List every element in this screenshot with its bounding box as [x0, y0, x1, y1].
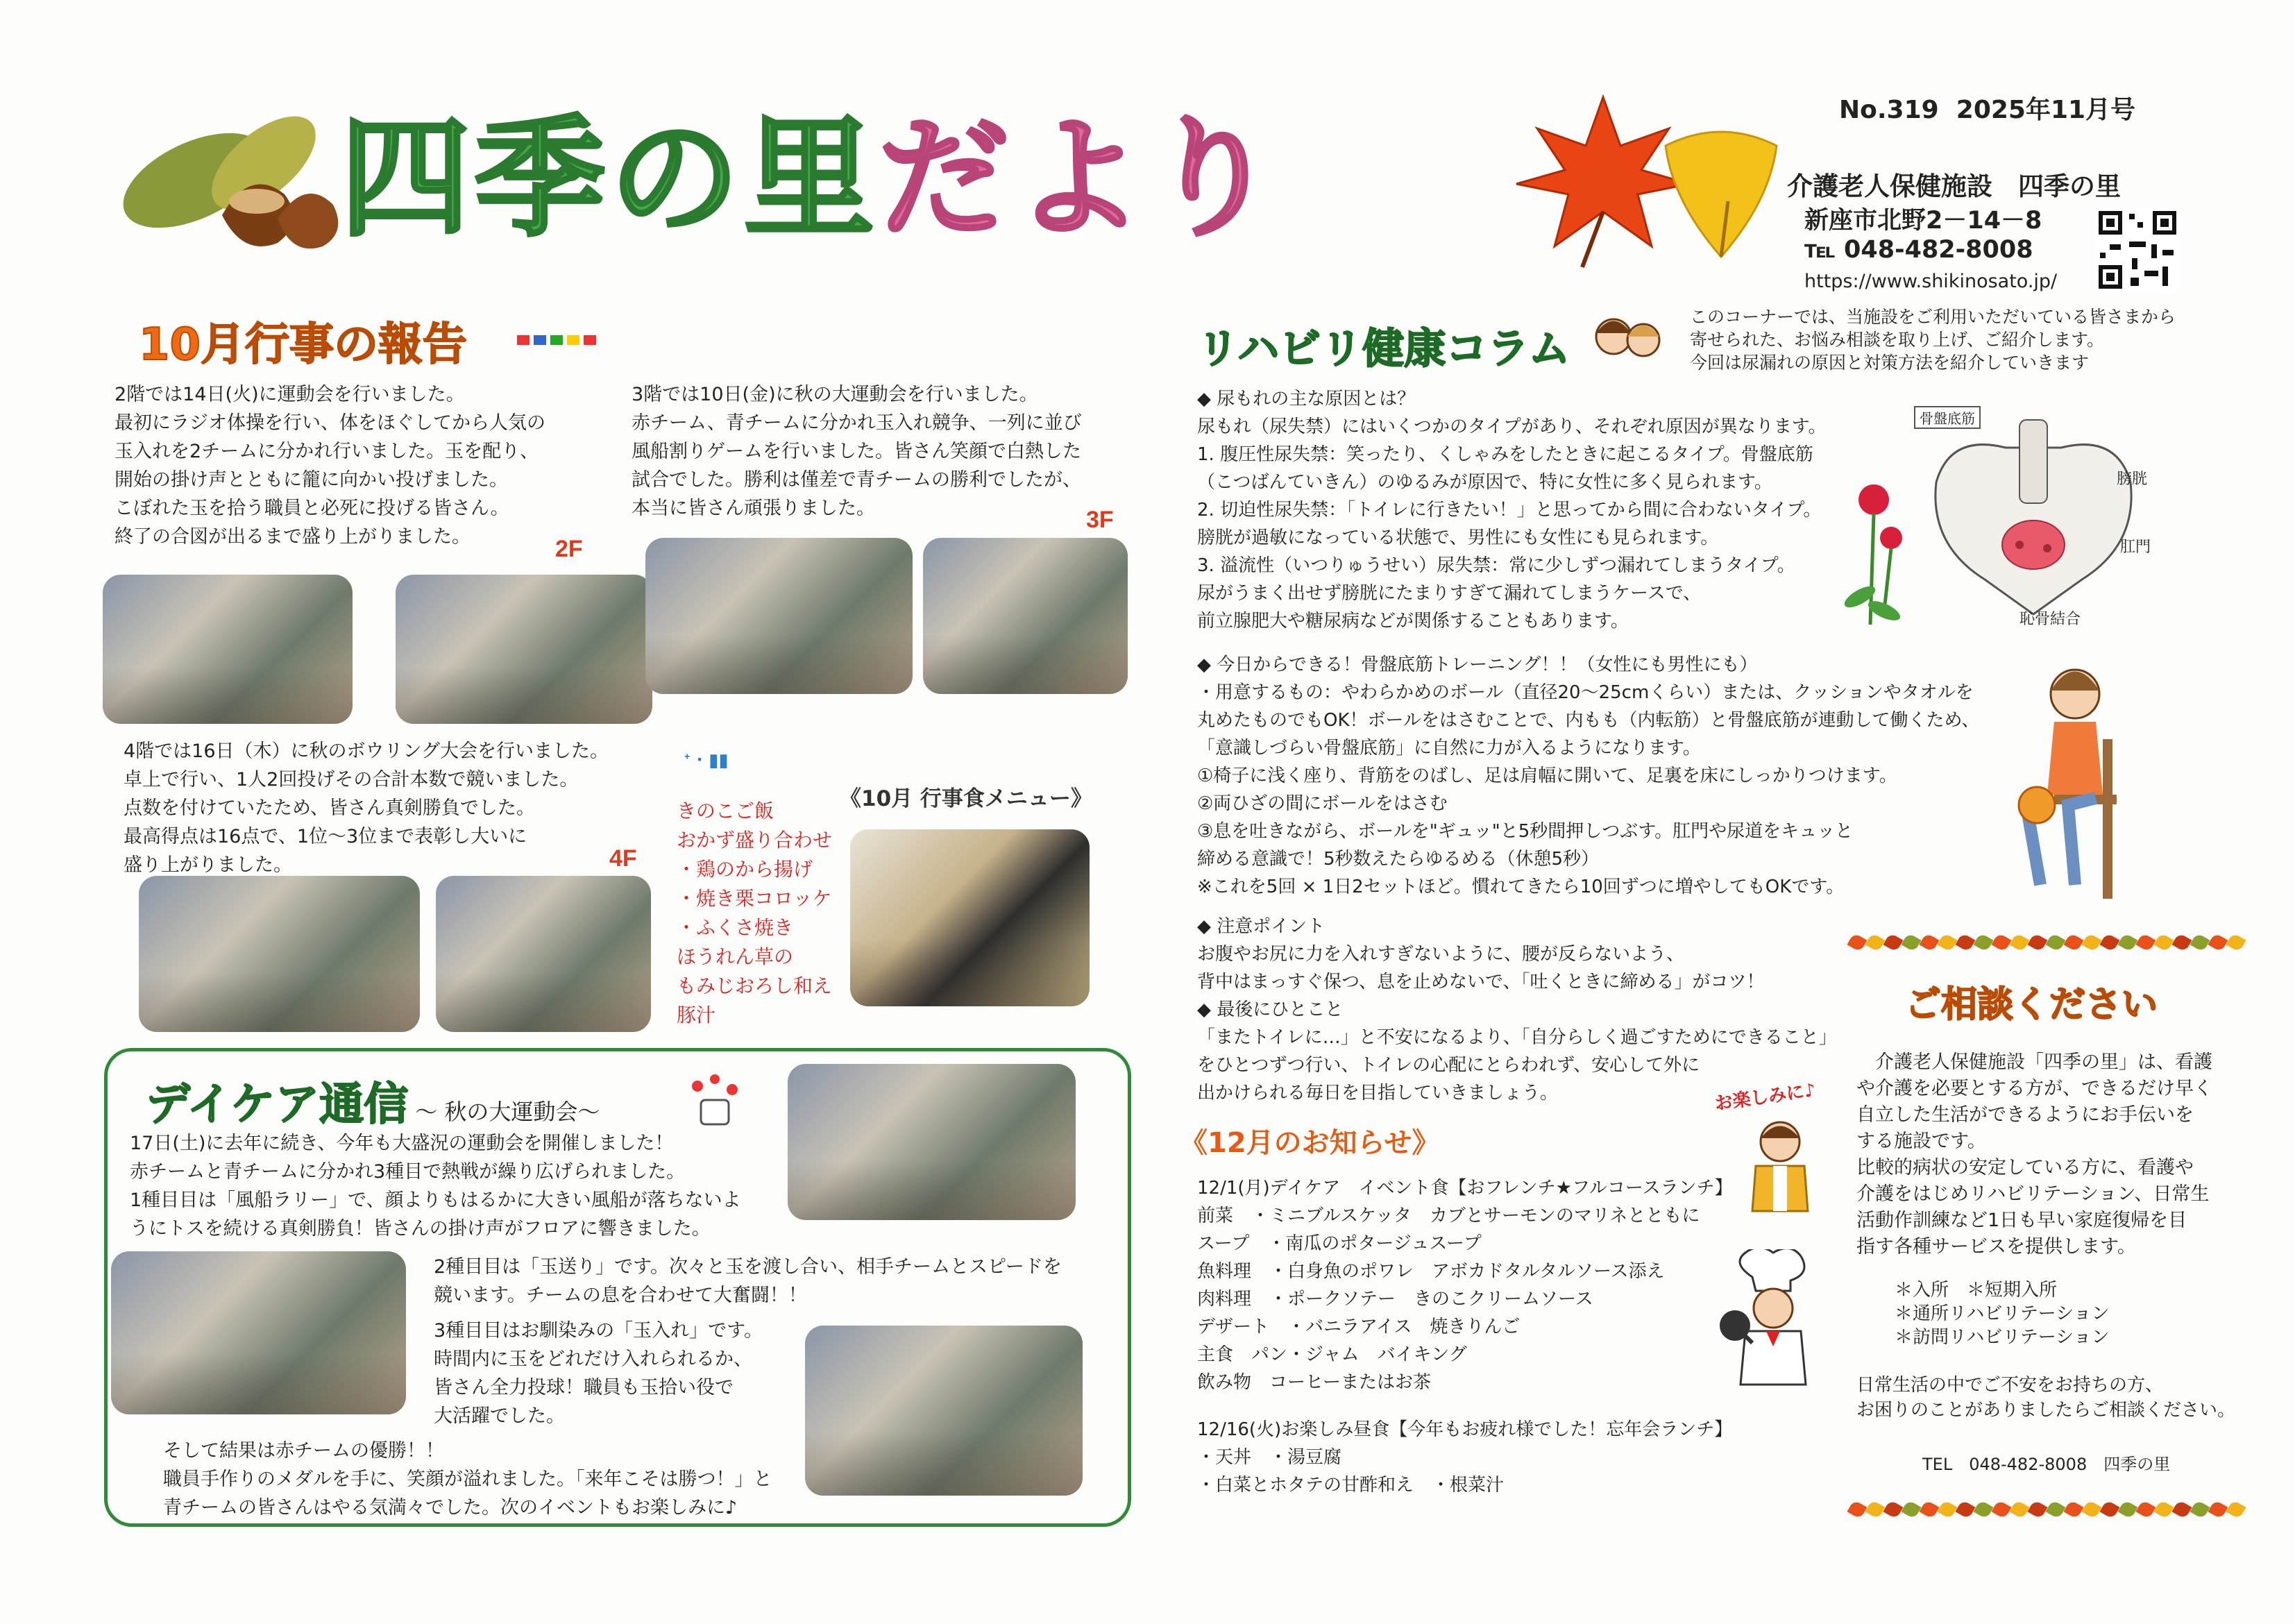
rehab-training-line: ◆ 今日からできる！骨盤底筋トレーニング！！（女性にも男性にも） [1197, 654, 1758, 675]
daycare-title [146, 1069, 600, 1133]
floor2-report-text [115, 380, 545, 551]
pelvis-illustration [1908, 406, 2158, 635]
rehab-training-line: ・用意するもの：やわらかめのボール（直径20～25cmくらい）または、クッションやタオルを [1197, 682, 1974, 703]
consult-body-line: や介護を必要とする方が、できるだけ早く [1856, 1078, 2212, 1099]
exercise-woman-icon [1999, 656, 2172, 906]
rehab-training-line: ※これを5回 × 1日2セットほど。慣れてきたら10回ずつに増やしてもOKです。 [1197, 877, 1845, 897]
rehab-training-line: ③息を吐きながら、ボールを"ギュッ"と5秒間押しつぶす。肛門や尿道をキュッと [1197, 821, 1854, 842]
floor4-line: 卓上で行い、1人2回投げその合計本数で競いました。 [124, 769, 579, 790]
daycare-para2-line: 2種目目は「玉送り」です。次々と玉を渡し合い、相手チームとスピードを [434, 1256, 1062, 1278]
floor4-line: 最高得点は16点で、1位～3位まで表彰し大いに [124, 826, 527, 847]
consult-closing-line: 日常生活の中でご不安をお持ちの方、 [1856, 1375, 2164, 1396]
consult-service: ＊通所リハビリテーション [1895, 1303, 2110, 1324]
pelvic-diagram [1908, 406, 2158, 635]
event1-line: 12/1(月)デイケア イベント食【おフレンチ★フルコースランチ】 [1197, 1178, 1733, 1199]
flags-icon [517, 335, 596, 348]
consult-body-line: 活動作訓練など1日も早い家庭復帰を目 [1856, 1210, 2187, 1231]
menu-item: もみじおろし和え [677, 974, 833, 997]
daycare-para1-line: 赤チームと青チームに分かれ3種目で熱戦が繰り広げられました。 [130, 1161, 686, 1183]
consult-footer-tel: TEL 048-482-8008 四季の里 [1922, 1455, 2171, 1474]
rehab-heading: リハビリ健康コラム [1197, 325, 1570, 373]
event2-line: ・白菜とホタテの甘酢和え ・根菜汁 [1197, 1475, 1505, 1496]
rehab-training-line: 締める意識で！5秒数えたらゆるめる（休憩5秒） [1197, 849, 1600, 870]
rehab-training-line: ①椅子に浅く座り、背筋をのばし、足は肩幅に開いて、足裏を床にしっかりつけます。 [1197, 766, 1897, 786]
daycare-para4-line: 青チームの皆さんはやる気満々でした。次のイベントもお楽しみに♪ [163, 1497, 738, 1519]
consult-body-line: 介護をはじめリハビリテーション、日常生 [1856, 1183, 2210, 1205]
rehab-causes-line: 尿もれ（尿失禁）にはいくつかのタイプがあり、それぞれ原因が異なります。 [1197, 416, 1827, 437]
floor4-photo-1 [139, 876, 420, 1032]
floor3-label: 3F [1086, 507, 1114, 533]
consult-service: ＊入所 ＊短期入所 [1895, 1280, 2058, 1301]
title-part2: だより [879, 103, 1282, 255]
menu-item: 豚汁 [677, 1004, 716, 1026]
event1-line: 主食 パン・ジャム バイキング [1197, 1344, 1467, 1365]
floor3-line: 赤チーム、青チームに分かれ玉入れ競争、一列に並び [632, 412, 1082, 434]
rehab-training [1197, 651, 1979, 901]
floor3-report-text [632, 380, 1082, 523]
menu-item: ・ふくさ焼き [677, 916, 794, 939]
facility-url[interactable]: https://www.shikinosato.jp/ [1804, 271, 2058, 292]
event1-line: 肉料理 ・ポークソテー きのこクリームソース [1197, 1289, 1593, 1310]
consult-heading: ご相談ください [1905, 984, 2158, 1026]
daycare-section [104, 1048, 1131, 1527]
floor4-photo-2 [436, 876, 651, 1032]
floor2-line: 終了の合図が出るまで盛り上がりました。 [115, 526, 471, 548]
december-event2 [1197, 1416, 1732, 1499]
event1-line: 飲み物 コーヒーまたはお茶 [1197, 1372, 1431, 1393]
chef-icon [1714, 1249, 1832, 1388]
daycare-para3-line: 大活躍でした。 [434, 1405, 565, 1427]
flags-icon: ᐩ・▮▮ [684, 750, 729, 771]
leaf-border-top [1849, 936, 2246, 954]
consult-body-line: 指す各種サービスを提供します。 [1856, 1236, 2136, 1258]
event1-line: 魚料理 ・白身魚のポワレ アボカドタルタルソース添え [1197, 1261, 1665, 1282]
daycare-para2-line: 競います。チームの息を合わせて大奮闘！！ [434, 1285, 807, 1306]
rehab-caution-line: 背中はまっすぐ保つ、息を止めないで、「吐くときに締める」がコツ！ [1197, 972, 1765, 992]
rehab-causes-line: 尿がうまく出せず膀胱にたまりすぎて漏れてしまうケースで、 [1197, 583, 1702, 604]
floor2-line: 2階では14日(火)に運動会を行いました。 [115, 384, 465, 405]
rehab-causes [1197, 385, 1827, 635]
diagram-title: 骨盤底筋 [1914, 406, 1981, 429]
daycare-para2 [434, 1253, 1062, 1310]
daycare-heading: デイケア通信 [146, 1079, 409, 1131]
rehab-training-line: 丸めたものでもOK！ボールをはさむことで、内もも（内転筋）と骨盤底筋が連動して働くため、 [1197, 710, 1980, 731]
diagram-label-pubic: 恥骨結合 [2019, 611, 2081, 628]
floor2-line: 玉入れを2チームに分かれ行いました。玉を配り、 [115, 441, 539, 462]
rehab-causes-line: 前立腺肥大や糖尿病などが関係することもあります。 [1197, 611, 1629, 632]
floor3-photo-2 [923, 538, 1128, 694]
floor4-label: 4F [609, 845, 637, 872]
floor2-photo-2 [396, 575, 652, 724]
menu-item: ・焼き栗コロッケ [677, 887, 832, 910]
staff-icon [1589, 309, 1666, 371]
rehab-caution-line: ◆ 最後にひとこと [1197, 999, 1344, 1020]
event1-line: スープ ・南瓜のポタージュスープ [1197, 1233, 1482, 1254]
daycare-para1 [130, 1129, 741, 1243]
daycare-subheading: ～ 秋の大運動会～ [415, 1099, 600, 1125]
consult-body-line: する施設です。 [1856, 1131, 1986, 1152]
issue-number: No.319 [1839, 96, 1939, 124]
floor4-report-text [124, 737, 609, 879]
december-heading: 《12月のお知らせ》 [1180, 1127, 1440, 1159]
consult-body-line: 自立した生活ができるようにお手伝いを [1856, 1104, 2194, 1126]
menu-heading: 《10月 行事食メニュー》 [840, 786, 1092, 811]
rehab-causes-line: ◆ 尿もれの主な原因とは？ [1197, 389, 1416, 409]
rehab-intro-line: 寄せられた、お悩み相談を取り上げ、ご紹介します。 [1690, 330, 2105, 350]
rehab-causes-line: 3. 溢流性（いつりゅうせい）尿失禁：常に少しずつ漏れてしまうタイプ。 [1197, 555, 1795, 576]
daycare-para4 [163, 1437, 772, 1522]
rehab-caution [1197, 913, 1837, 1107]
october-report-heading: 10月行事の報告 [139, 319, 468, 371]
daycare-photo-1 [788, 1064, 1076, 1220]
rehab-causes-line: 2. 切迫性尿失禁：「トイレに行きたい！」と思ってから間に合わないタイプ。 [1197, 500, 1822, 521]
rehab-causes-line: 膀胱が過敏になっている状態で、男性にも女性にも見られます。 [1197, 527, 1719, 548]
daycare-para4-line: そして結果は赤チームの優勝！！ [163, 1440, 444, 1462]
rehab-intro [1690, 305, 2176, 374]
rehab-caution-line: をひとつずつ行い、トイレの心配にとらわれず、安心して外に [1197, 1055, 1700, 1076]
daycare-para3-line: 皆さん全力投球！職員も玉拾い役で [434, 1377, 734, 1398]
leaf-border-bottom [1849, 1503, 2246, 1521]
diagram-label-bladder: 膀胱 [2117, 471, 2148, 488]
daycare-para3-line: 3種目目はお馴染みの「玉入れ」です。 [434, 1320, 763, 1342]
rehab-caution-line: 出かけられる毎日を目指していきましょう。 [1197, 1083, 1559, 1103]
floor2-photo-1 [103, 575, 353, 724]
daycare-para1-line: 17日(土)に去年に続き、今年も大盛況の運動会を開催しました！ [130, 1133, 674, 1154]
consult-closing-line: お困りのことがありましたらご相談ください。 [1856, 1400, 2236, 1421]
consult-services [1895, 1278, 2110, 1349]
facility-tel [1804, 236, 2033, 264]
qr-code-icon[interactable] [2096, 208, 2179, 291]
consult-service: ＊訪問リハビリテーション [1895, 1327, 2110, 1348]
balloon-icon [677, 1069, 753, 1131]
tanoshimi-label: お楽しみに♪ [1713, 1079, 1818, 1115]
title-part1: 四季の里 [340, 103, 879, 255]
floor4-line: 4階では16日（木）に秋のボウリング大会を行いました。 [124, 741, 609, 762]
menu-photo [850, 829, 1090, 1006]
rehab-training-line: 「意識しづらい骨盤底筋」に自然に力が入るようになります。 [1197, 738, 1701, 759]
daycare-photo-2 [111, 1251, 406, 1414]
rehab-caution-line: お腹やお尻に力を入れすぎないように、腰が反らないよう、 [1197, 944, 1685, 965]
consult-body-line: 介護老人保健施設「四季の里」は、看護 [1875, 1051, 2212, 1073]
event2-line: 12/16(火)お楽しみ昼食【今年もお疲れ様でした！忘年会ランチ】 [1197, 1419, 1733, 1440]
floor3-line: 試合でした。勝利は僅差で青チームの勝利でしたが、 [632, 469, 1081, 491]
facility-name: 介護老人保健施設 四季の里 [1787, 171, 2121, 201]
menu-item: ほうれん草の [677, 945, 794, 968]
menu-item: きのこご飯 [677, 800, 774, 822]
floor2-label: 2F [555, 536, 583, 562]
daycare-photo-3 [805, 1326, 1083, 1496]
rehab-causes-line: 1. 腹圧性尿失禁：笑ったり、くしゃみをしたときに起こるタイプ。骨盤底筋 [1197, 444, 1813, 465]
consult-body [1856, 1049, 2212, 1260]
floor3-line: 風船割りゲームを行いました。皆さん笑顔で白熱した [632, 441, 1081, 462]
ginkgo-leaf-icon [1652, 118, 1790, 271]
issue-month: 2025年11月号 [1956, 96, 2136, 124]
diagram-label-anus: 肛門 [2120, 539, 2151, 556]
floor2-line: 最初にラジオ体操を行い、体をほぐしてから人気の [115, 412, 545, 434]
rehab-intro-line: このコーナーでは、当施設をご利用いただいている皆さまから [1690, 307, 2176, 327]
floor3-photo-1 [645, 538, 913, 694]
floor3-line: 本当に皆さん頑張りました。 [632, 498, 875, 519]
daycare-para1-line: うにトスを続ける真剣勝負！皆さんの掛け声がフロアに響きました。 [130, 1218, 711, 1240]
rehab-caution-line: 「またトイレに…」と不安になるより、「自分らしく過ごすためにできること」 [1197, 1027, 1837, 1048]
daycare-para3 [434, 1317, 763, 1430]
flower-icon [1832, 472, 1908, 632]
rehab-training-line: ②両ひざの間にボールをはさむ [1197, 793, 1448, 814]
menu-item: おかず盛り合わせ [677, 829, 833, 852]
consult-closing [1856, 1373, 2235, 1423]
daycare-para1-line: 1種目目は「風船ラリー」で、顔よりもはるかに大きい風船が落ちないよ [130, 1190, 741, 1211]
event2-line: ・天丼 ・湯豆腐 [1197, 1447, 1342, 1468]
menu-item: ・鶏のから揚げ [677, 858, 813, 881]
floor4-line: 盛り上がりました。 [124, 854, 292, 876]
event1-line: デザート ・バニラアイス 焼きりんご [1197, 1317, 1521, 1337]
menu-items [677, 797, 832, 1030]
daycare-para3-line: 時間内に玉をどれだけ入れられるか、 [434, 1348, 752, 1370]
floor2-line: 開始の掛け声とともに籠に向かい投げました。 [115, 469, 508, 491]
floor3-line: 3階では10日(金)に秋の大運動会を行いました。 [632, 384, 1038, 405]
floor2-line: こぼれた玉を拾う職員と必死に投げる皆さん。 [115, 498, 509, 519]
waiter-icon [1738, 1117, 1822, 1215]
rehab-caution-line: ◆ 注意ポイント [1197, 916, 1326, 937]
event1-line: 前菜 ・ミニブルスケッタ カブとサーモンのマリネとともに [1197, 1206, 1700, 1226]
chestnut-icon [111, 97, 340, 257]
rehab-causes-line: （こつばんていきん）のゆるみが原因で、特に女性に多く見られます。 [1197, 472, 1772, 493]
daycare-para4-line: 職員手作りのメダルを手に、笑顔が溢れました。「来年こそは勝つ！」と [163, 1469, 772, 1490]
december-event1 [1197, 1174, 1733, 1396]
tel-label: ℡ [1804, 236, 1836, 264]
floor4-line: 点数を付けていたため、皆さん真剣勝負でした。 [124, 797, 535, 819]
facility-address: 新座市北野2－14－8 [1804, 207, 2042, 235]
newsletter-title [340, 103, 1282, 255]
tel-number: 048-482-8008 [1844, 236, 2033, 264]
consult-body-line: 比較的病状の安定している方に、看護や [1856, 1157, 2194, 1178]
rehab-intro-line: 今回は尿漏れの原因と対策方法を紹介していきます [1690, 353, 2090, 373]
issue-info [1839, 90, 2135, 126]
